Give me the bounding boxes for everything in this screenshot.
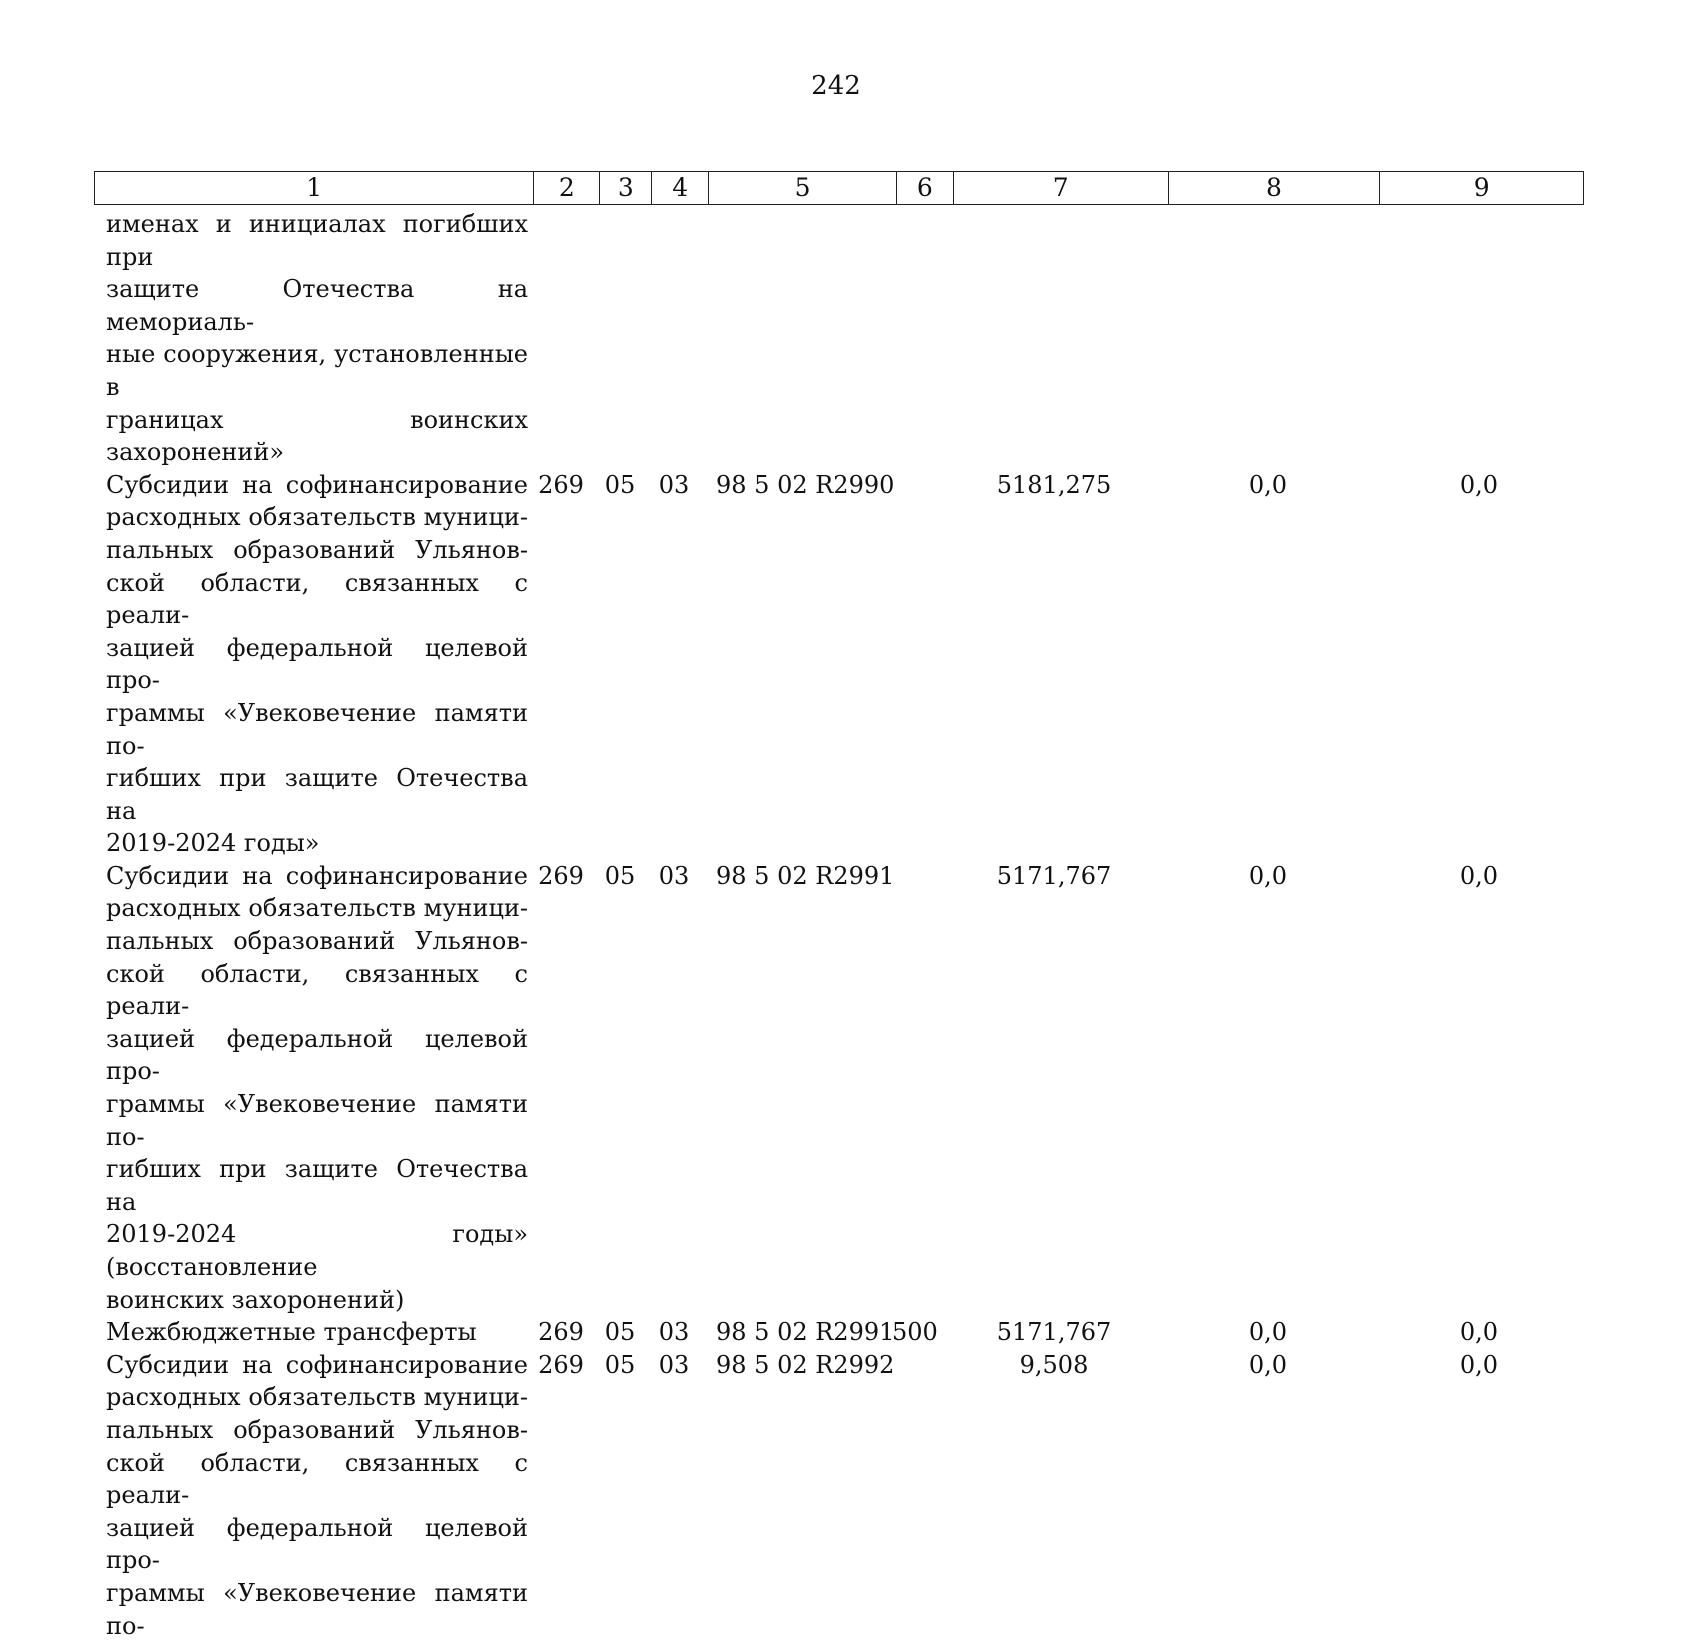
target-article-code: 98 5 02 R2990 [716,470,895,499]
table-row [94,208,1584,469]
ministry-code: 269 [538,470,584,499]
target-article-code: 98 5 02 R2991 [716,861,895,890]
amount-col-9: 0,0 [1459,861,1499,890]
table-row [94,1349,1584,1642]
target-article-code: 98 5 02 R2992 [716,1350,895,1379]
description-line: именах и инициалах погибших при [106,210,528,271]
description-line: Субсидии на софинансирование [106,1350,528,1379]
row-description [94,469,528,860]
amount-col-8: 0,0 [1248,470,1288,499]
description-line: зацией федеральной целевой про- [106,1024,528,1086]
table-row [94,1316,1584,1349]
amount-col-8: 0,0 [1248,1350,1288,1379]
amount-col-8: 0,0 [1248,861,1288,890]
subsection-code: 03 [658,470,690,499]
page-number: 242 [811,71,861,101]
description-line: пальных образований Ульянов- [106,927,528,956]
amount-col-9: 0,0 [1459,1350,1499,1379]
subsection-code: 03 [658,1318,690,1347]
description-line: ные сооружения, установленные в [106,340,528,401]
header-col-8: 8 [1169,172,1381,204]
header-col-9: 9 [1473,173,1490,202]
row-description [94,1316,528,1349]
amount-col-8: 0,0 [1248,1318,1288,1347]
description-line: граммы «Увековечение памяти по- [106,1578,528,1640]
description-line: пальных образований Ульянов- [106,1415,528,1444]
table-row [94,469,1584,860]
description-line: расходных обязательств муници- [106,503,528,532]
description-line: ской области, связанных с реали- [106,959,528,1021]
header-col-3: 3 [600,172,652,204]
header-col-5: 5 [709,172,897,204]
description-line: ской области, связанных с реали- [106,1448,528,1510]
description-line: расходных обязательств муници- [106,1383,528,1412]
amount-col-7: 9,508 [1019,1350,1089,1379]
header-col-7: 7 [954,172,1169,204]
description-line: Межбюджетные трансферты [106,1318,477,1347]
section-code: 05 [604,1318,636,1347]
description-line: Субсидии на софинансирование [106,861,528,890]
description-line: воинских захоронений) [106,1285,405,1314]
header-col-1: 1 [95,172,534,204]
row-description [94,860,528,1316]
description-line: границах воинских захоронений» [106,405,528,467]
amount-col-7: 5181,275 [996,470,1112,499]
description-line: пальных образований Ульянов- [106,535,528,564]
header-col-2: 2 [534,172,600,204]
section-code: 05 [604,1350,636,1379]
description-line: ской области, связанных с реали- [106,568,528,630]
expense-type-code: 500 [892,1318,938,1347]
target-article-code: 98 5 02 R2991 [716,1318,895,1347]
description-line: Субсидии на софинансирование [106,470,528,499]
description-line: 2019-2024 годы» [106,829,320,858]
subsection-code: 03 [658,1350,690,1379]
description-line: зацией федеральной целевой про- [106,633,528,695]
row-description [94,208,528,469]
table-header [94,171,1584,205]
header-col-6: 6 [897,172,954,204]
table-body [94,208,1584,1642]
description-line: зацией федеральной целевой про- [106,1513,528,1575]
table-row [94,860,1584,1316]
ministry-code: 269 [538,861,584,890]
subsection-code: 03 [658,861,690,890]
description-line: защите Отечества на мемориаль- [106,275,528,336]
amount-col-9: 0,0 [1459,470,1499,499]
amount-col-7: 5171,767 [996,1318,1112,1347]
ministry-code: 269 [538,1350,584,1379]
amount-col-7: 5171,767 [996,861,1112,890]
description-line: гибших при защите Отечества на [106,764,528,825]
section-code: 05 [604,470,636,499]
description-line: гибших при защите Отечества на [106,1155,528,1216]
description-line: граммы «Увековечение памяти по- [106,698,528,760]
ministry-code: 269 [538,1318,584,1347]
header-col-4: 4 [652,172,709,204]
description-line: расходных обязательств муници- [106,894,528,923]
row-description [94,1349,528,1642]
description-line: граммы «Увековечение памяти по- [106,1090,528,1151]
section-code: 05 [604,861,636,890]
description-line: 2019-2024 годы» (восстановление [106,1220,528,1281]
amount-col-9: 0,0 [1459,1318,1499,1347]
